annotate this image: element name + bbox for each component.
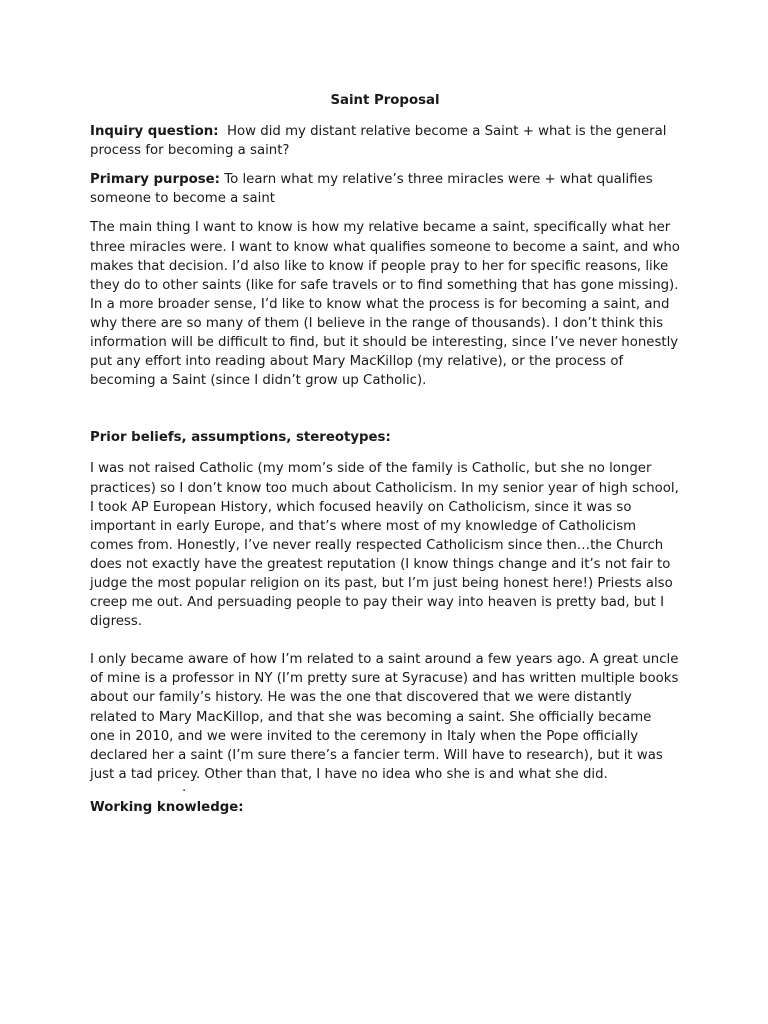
stray-mark-line — [90, 779, 680, 798]
primary-purpose — [90, 170, 680, 208]
primary-purpose-label: Primary purpose: — [90, 172, 220, 188]
primary-purpose-text: To learn what my relative’s three miracles were + what qualifies someone to become a saint — [90, 172, 653, 207]
intro-paragraph: The main thing I want to know is how my relative became a saint, specifically what her three miracles were. I want to know what qualifies someone to become a saint, and who makes that decision. I’d also like to know if people pray to her for specific reasons, like they do to other saints (like for safe travels or to find something that has gone missing). In a more broader sense, I’d like to know what the process is for becoming a saint, and why there are so many of them (I believe in the range of thousands). I don’t think this information will be difficult to find, but it should be interesting, since I’ve never honestly put any effort into reading about Mary MacKillop (my relative), or the process of becoming a Saint (since I didn’t grow up Catholic). — [90, 220, 680, 389]
document-page — [90, 91, 680, 817]
inquiry-question-label: Inquiry question: — [90, 124, 219, 140]
spacer — [90, 390, 680, 428]
inquiry-question-text: How did my distant relative become a Saint + what is the general process for becoming a saint? — [90, 124, 667, 159]
prior-beliefs-heading: Prior beliefs, assumptions, stereotypes: — [90, 430, 391, 446]
prior-beliefs-paragraph-1: I was not raised Catholic (my mom’s side of the family is Catholic, but she no longer practices) so I don’t know too much about Catholicism. In my senior year of high school, I took AP European History, which focused heavily on Catholicism, since it was so important in early Europe, and that’s where most of my knowledge of Catholicism comes from. Honestly, I’ve never really respected Catholicism since then…the Church does not exactly have the greatest reputation (I know things change and it’s not fair to judge the most popular religion on its past, but I’m just being honest here!) Priests also creep me out. And persuading people to pay their way into heaven is pretty bad, but I digress. — [90, 461, 679, 630]
stray-mark: . — [182, 779, 187, 795]
prior-beliefs-paragraph-2: I only became aware of how I’m related to a saint around a few years ago. A great uncle of mine is a professor in NY (I’m pretty sure at Syracuse) and has written multiple books about our family’s history. He was the one that discovered that we were distantly related to Mary MacKillop, and that she was becoming a saint. She officially became one in 2010, and we were invited to the ceremony in Italy when the Pope officially declared her a saint (I’m sure there’s a fancier term. Will have to research), but it was just a tad pricey. Other than that, I have no idea who she is and what she did. — [90, 652, 679, 782]
spacer — [90, 447, 680, 459]
inquiry-question — [90, 122, 680, 160]
spacer — [90, 631, 680, 650]
working-knowledge-heading: Working knowledge: — [90, 799, 244, 815]
document-title: Saint Proposal — [330, 93, 440, 108]
